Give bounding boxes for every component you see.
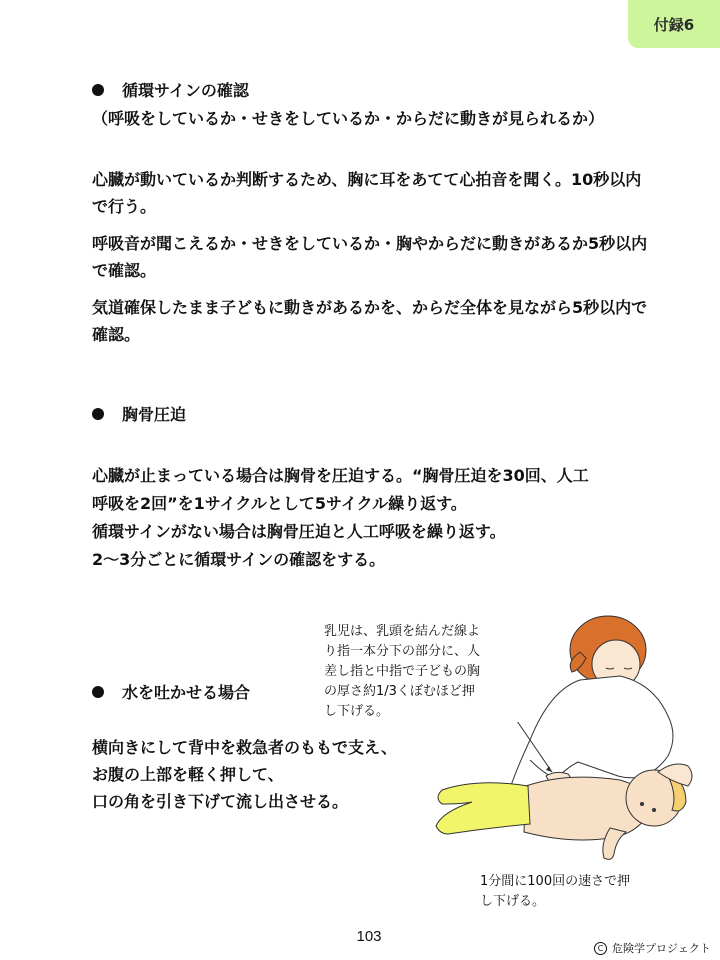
note-line: し下げる。	[480, 894, 546, 909]
circulation-paragraphs	[92, 166, 652, 348]
text-line: 呼吸を2回”を1サイクルとして5サイクル繰り返す。	[92, 494, 467, 513]
note-line: 乳児は、乳頭を結んだ線よ	[324, 624, 481, 639]
compression-paragraph	[92, 462, 662, 574]
paragraph: 気道確保したまま子どもに動きがあるかを、からだ全体を見ながら5秒以内で確認。	[92, 298, 648, 344]
text-line: 横向きにして背中を救急者のももで支え、	[92, 738, 397, 757]
text-line: 口の角を引き下げて流し出させる。	[92, 792, 349, 811]
page-number: 103	[356, 928, 382, 945]
text-line: 循環サインがない場合は胸骨圧迫と人工呼吸を繰り返す。	[92, 522, 506, 541]
paragraph: 心臓が動いているか判断するため、胸に耳をあてて心拍音を聞く。10秒以内で行う。	[92, 170, 642, 216]
paragraph: 呼吸音が聞こえるか・せきをしているか・胸やからだに動きがあるか5秒以内で確認。	[92, 234, 648, 280]
note-line: し下げる。	[324, 704, 390, 719]
bullet-icon	[92, 686, 104, 698]
section-heading-chest-compression	[92, 402, 186, 425]
section-subheading: （呼吸をしているか・せきをしているか・からだに動きが見られるか）	[92, 109, 605, 128]
section-heading-text: 循環サインの確認	[122, 81, 249, 100]
water-paragraph	[92, 734, 452, 815]
section-heading-text: 胸骨圧迫	[122, 405, 187, 424]
section-heading-circulation	[92, 78, 249, 101]
note-line: り指一本分下の部分に、人	[324, 644, 481, 659]
appendix-tab	[628, 0, 720, 48]
copyright-text: 危険学プロジェクト	[612, 942, 711, 955]
appendix-tab-label: 付録6	[653, 15, 695, 34]
copyright-icon: C	[594, 942, 607, 955]
baby-legs	[436, 783, 530, 834]
annotation-compression-rate	[480, 872, 680, 912]
annotation-chest-position	[324, 622, 524, 722]
copyright-notice	[594, 940, 711, 956]
note-line: 1分間に100回の速さで押	[480, 874, 631, 889]
text-line: お腹の上部を軽く押して、	[92, 765, 284, 784]
section-heading-text: 水を吐かせる場合	[122, 683, 251, 702]
note-line: 差し指と中指で子どもの胸	[324, 664, 481, 679]
note-line: の厚さ約1/3くぼむほど押	[324, 684, 475, 699]
bullet-icon	[92, 84, 104, 96]
text-line: 2～3分ごとに循環サインの確認をする。	[92, 550, 386, 569]
section-heading-water	[92, 680, 250, 703]
text-line: 心臓が止まっている場合は胸骨を圧迫する。“胸骨圧迫を30回、人工	[92, 466, 589, 485]
bullet-icon	[92, 408, 104, 420]
